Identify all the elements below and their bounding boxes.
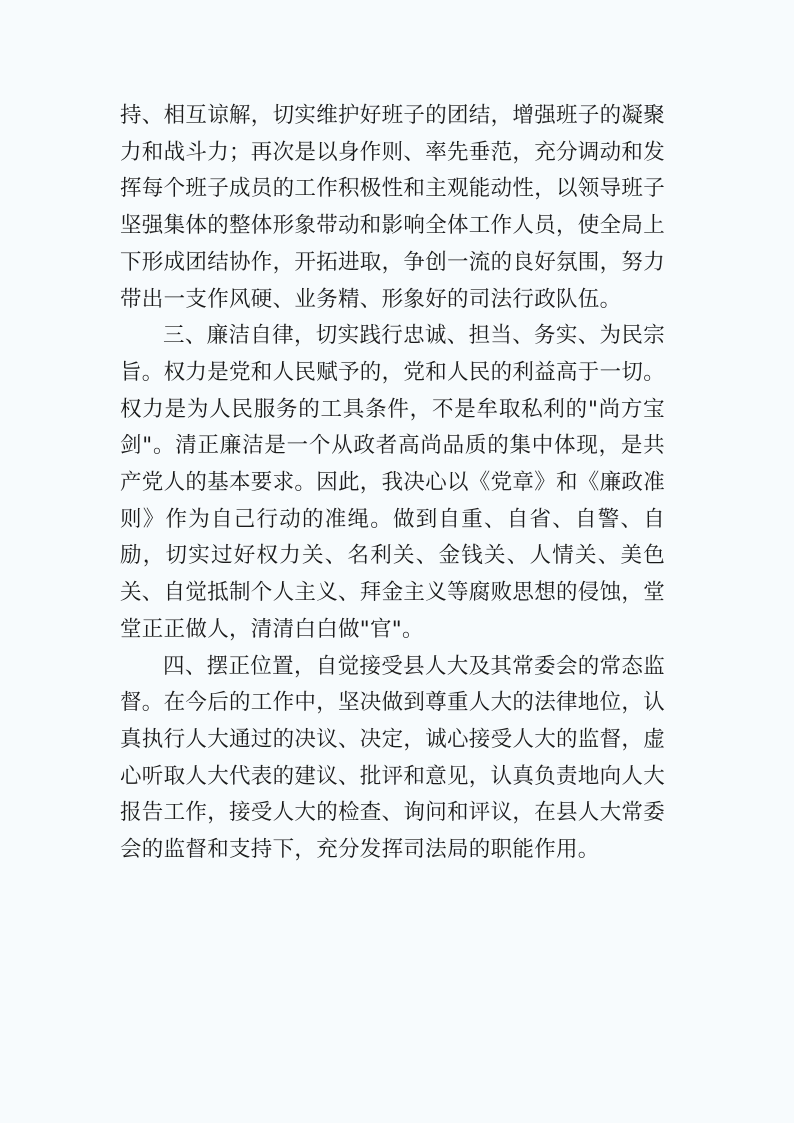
paragraph-supervision: 四、摆正位置，自觉接受县人大及其常委会的常态监督。在今后的工作中，坚决做到尊重人大的法律地位，认真执行人大通过的决议、决定，诚心接受人大的监督，虚心听取人大代表的建议、批评和意见，认真负责地向人大报告工作，接受人大的检查、询问和评议，在县人大常委会的监督和支持下，充分发挥司法局的职能作用。 — [120, 653, 666, 863]
paragraph-team-unity: 持、相互谅解，切实维护好班子的团结，增强班子的凝聚力和战斗力；再次是以身作则、率先垂范，充分调动和发挥每个班子成员的工作积极性和主观能动性，以领导班子坚强集体的整体形象带动和影响全体工作人员，使全局上下形成团结协作，开拓进取，争创一流的良好氛围，努力带出一支作风硬、业务精、形象好的司法行政队伍。 — [120, 103, 666, 312]
document-body — [120, 98, 665, 869]
paragraph-integrity: 三、廉洁自律，切实践行忠诚、担当、务实、为民宗旨。权力是党和人民赋予的，党和人民的利益高于一切。权力是为人民服务的工具条件，不是牟取私利的"尚方宝剑"。清正廉洁是一个从政者高尚品质的集中体现，是共产党人的基本要求。因此，我决心以《党章》和《廉政准则》作为自己行动的准绳。做到自重、自省、自警、自励，切实过好权力关、名利关、金钱关、人情关、美色关、自觉抵制个人主义、拜金主义等腐败思想的侵蚀，堂堂正正做人，清清白白做"官"。 — [120, 323, 666, 642]
